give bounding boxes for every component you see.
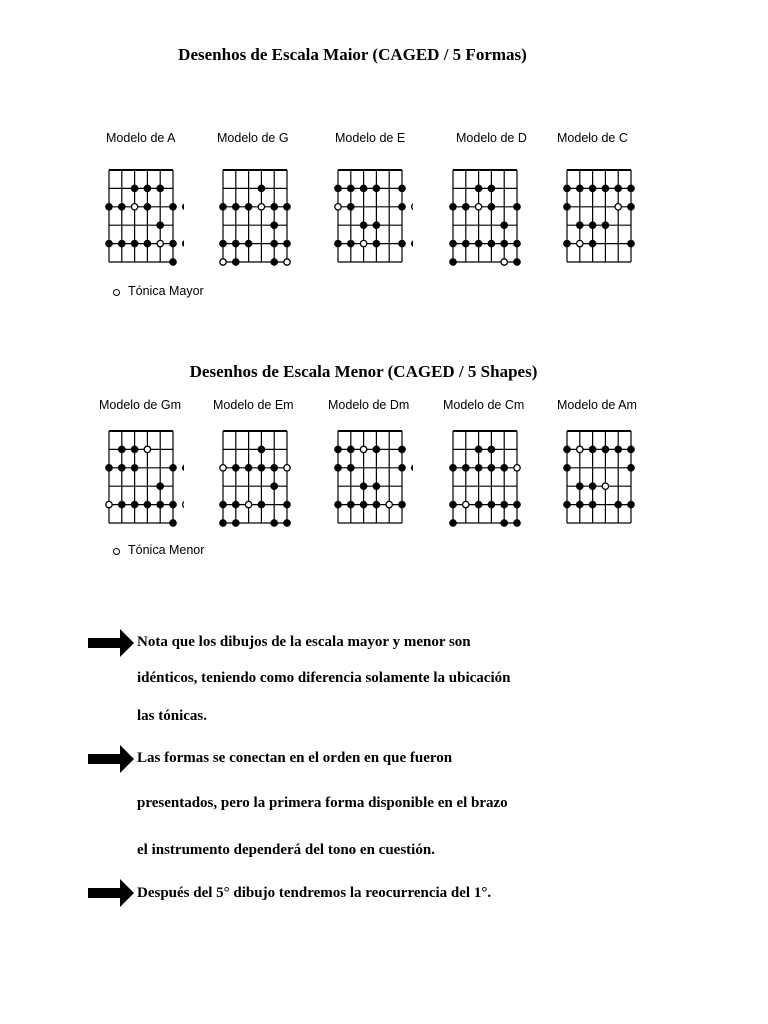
scale-note-dot: [513, 519, 520, 526]
tonic-note-dot: [615, 204, 621, 210]
scale-note-dot: [118, 446, 125, 453]
scale-note-dot: [271, 203, 278, 210]
scale-note-dot: [219, 203, 226, 210]
scale-note-dot: [398, 446, 405, 453]
scale-note-dot: [131, 446, 138, 453]
tonic-note-dot: [463, 501, 469, 507]
scale-note-dot: [360, 501, 367, 508]
scale-note-dot: [334, 185, 341, 192]
tonic-note-dot: [475, 204, 481, 210]
scale-note-dot: [602, 446, 609, 453]
major-scale-title: Desenhos de Escala Maior (CAGED / 5 Formas): [178, 45, 527, 64]
scale-note-dot: [232, 240, 239, 247]
scale-note-dot: [475, 464, 482, 471]
scale-note-dot: [157, 222, 164, 229]
scale-note-dot: [513, 501, 520, 508]
scale-note-dot: [347, 501, 354, 508]
scale-note-dot: [602, 185, 609, 192]
shape-label-cm: Modelo de Cm: [443, 398, 525, 412]
minor-scale-title: Desenhos de Escala Menor (CAGED / 5 Shapes): [189, 362, 538, 381]
scale-note-dot: [271, 464, 278, 471]
tonic-note-dot: [514, 465, 520, 471]
scale-note-dot: [615, 501, 622, 508]
scale-note-dot: [373, 501, 380, 508]
scale-note-dot: [182, 203, 184, 210]
scale-note-dot: [347, 240, 354, 247]
tonic-note-dot: [157, 240, 163, 246]
legend-major-label: Tónica Mayor: [128, 284, 204, 298]
scale-note-dot: [334, 464, 341, 471]
scale-note-dot: [462, 240, 469, 247]
scale-note-dot: [398, 185, 405, 192]
scale-note-dot: [462, 203, 469, 210]
fretboard-diagram-major-g: [218, 166, 298, 266]
scale-note-dot: [589, 222, 596, 229]
scale-note-dot: [449, 519, 456, 526]
scale-note-dot: [347, 464, 354, 471]
scale-note-dot: [347, 203, 354, 210]
scale-note-dot: [347, 185, 354, 192]
tonic-note-dot: [386, 501, 392, 507]
scale-note-dot: [245, 240, 252, 247]
scale-note-dot: [182, 240, 184, 247]
scale-note-dot: [373, 222, 380, 229]
tonic-note-dot: [144, 446, 150, 452]
scale-note-dot: [118, 240, 125, 247]
scale-note-dot: [563, 240, 570, 247]
tonic-note-dot: [220, 259, 226, 265]
scale-note-dot: [360, 483, 367, 490]
scale-note-dot: [411, 240, 413, 247]
scale-note-dot: [589, 501, 596, 508]
scale-note-dot: [144, 240, 151, 247]
scale-note-dot: [627, 203, 634, 210]
scale-note-dot: [283, 203, 290, 210]
scale-note-dot: [118, 501, 125, 508]
scale-note-dot: [576, 501, 583, 508]
scale-note-dot: [462, 464, 469, 471]
scale-note-dot: [475, 446, 482, 453]
scale-note-dot: [411, 464, 413, 471]
scale-note-dot: [576, 222, 583, 229]
scale-note-dot: [576, 483, 583, 490]
scale-note-dot: [144, 185, 151, 192]
tonic-note-dot: [220, 465, 226, 471]
right-arrow-icon: [88, 879, 134, 907]
fretboard-diagram-minor-gm: [104, 427, 184, 527]
scale-note-dot: [627, 501, 634, 508]
scale-note-dot: [131, 240, 138, 247]
fretboard-diagram-minor-cm: [448, 427, 528, 527]
tonic-note-dot: [360, 240, 366, 246]
scale-note-dot: [232, 258, 239, 265]
scale-note-dot: [258, 446, 265, 453]
scale-note-dot: [245, 464, 252, 471]
scale-note-dot: [615, 446, 622, 453]
scale-note-dot: [513, 203, 520, 210]
scale-note-dot: [182, 464, 184, 471]
legend-minor-label: Tónica Menor: [128, 543, 205, 557]
scale-note-dot: [373, 185, 380, 192]
scale-note-dot: [627, 185, 634, 192]
shape-label-e: Modelo de E: [335, 131, 406, 145]
scale-note-dot: [232, 519, 239, 526]
scale-note-dot: [589, 483, 596, 490]
scale-note-dot: [563, 501, 570, 508]
scale-note-dot: [169, 464, 176, 471]
tonic-note-dot: [577, 240, 583, 246]
scale-note-dot: [488, 501, 495, 508]
scale-note-dot: [118, 464, 125, 471]
shape-label-dm: Modelo de Dm: [328, 398, 410, 412]
right-arrow-icon: [88, 745, 134, 773]
scale-note-dot: [360, 222, 367, 229]
scale-note-dot: [360, 185, 367, 192]
scale-note-dot: [627, 446, 634, 453]
shape-label-d: Modelo de D: [456, 131, 527, 145]
scale-note-dot: [449, 203, 456, 210]
note-3-line-1: Después del 5° dibujo tendremos la reocurrencia del 1°.: [137, 885, 492, 901]
scale-note-dot: [219, 519, 226, 526]
shape-label-c: Modelo de C: [557, 131, 628, 145]
open-circle-icon: [113, 289, 120, 296]
note-2-line-1: Las formas se conectan en el orden en que fueron: [137, 750, 453, 766]
scale-note-dot: [157, 501, 164, 508]
scale-note-dot: [157, 483, 164, 490]
scale-note-dot: [398, 240, 405, 247]
scale-note-dot: [105, 203, 112, 210]
scale-note-dot: [589, 240, 596, 247]
scale-note-dot: [169, 240, 176, 247]
scale-note-dot: [232, 501, 239, 508]
scale-note-dot: [398, 501, 405, 508]
note-1-line-3: las tónicas.: [137, 708, 208, 724]
scale-note-dot: [449, 501, 456, 508]
scale-note-dot: [563, 185, 570, 192]
scale-note-dot: [271, 519, 278, 526]
scale-note-dot: [232, 203, 239, 210]
scale-note-dot: [373, 483, 380, 490]
shape-label-em: Modelo de Em: [213, 398, 294, 412]
scale-note-dot: [283, 240, 290, 247]
scale-note-dot: [245, 203, 252, 210]
scale-note-dot: [258, 501, 265, 508]
scale-note-dot: [334, 501, 341, 508]
scale-note-dot: [271, 483, 278, 490]
scale-note-dot: [576, 185, 583, 192]
scale-note-dot: [589, 185, 596, 192]
scale-note-dot: [131, 464, 138, 471]
tonic-note-dot: [335, 204, 341, 210]
tonic-note-dot: [106, 501, 112, 507]
scale-note-dot: [258, 185, 265, 192]
scale-note-dot: [627, 464, 634, 471]
scale-note-dot: [169, 258, 176, 265]
tonic-note-dot: [258, 204, 264, 210]
tonic-note-dot: [245, 501, 251, 507]
scale-note-dot: [513, 258, 520, 265]
tonic-note-dot: [131, 204, 137, 210]
scale-note-dot: [347, 446, 354, 453]
tonic-note-dot: [360, 446, 366, 452]
scale-note-dot: [219, 240, 226, 247]
tonic-note-dot: [284, 465, 290, 471]
scale-note-dot: [488, 203, 495, 210]
scale-note-dot: [105, 240, 112, 247]
scale-note-dot: [449, 240, 456, 247]
scale-note-dot: [563, 203, 570, 210]
scale-note-dot: [169, 519, 176, 526]
scale-note-dot: [283, 519, 290, 526]
note-1-line-1: Nota que los dibujos de la escala mayor y menor son: [137, 634, 471, 650]
scale-note-dot: [488, 185, 495, 192]
scale-note-dot: [501, 519, 508, 526]
scale-note-dot: [131, 501, 138, 508]
tonic-note-dot: [602, 483, 608, 489]
scale-note-dot: [271, 222, 278, 229]
note-1-line-2: idénticos, teniendo como diferencia solamente la ubicación: [137, 670, 511, 686]
scale-note-dot: [232, 464, 239, 471]
scale-note-dot: [258, 464, 265, 471]
right-arrow-icon: [88, 629, 134, 657]
shape-label-a: Modelo de A: [106, 131, 176, 145]
scale-note-dot: [501, 222, 508, 229]
scale-note-dot: [627, 240, 634, 247]
scale-note-dot: [144, 203, 151, 210]
scale-note-dot: [602, 222, 609, 229]
scale-note-dot: [513, 240, 520, 247]
scale-note-dot: [449, 464, 456, 471]
shape-label-g: Modelo de G: [217, 131, 289, 145]
scale-note-dot: [488, 464, 495, 471]
tonic-note-dot: [183, 501, 184, 507]
scale-note-dot: [475, 501, 482, 508]
fretboard-diagram-major-d: [448, 166, 528, 266]
scale-note-dot: [501, 240, 508, 247]
tonic-note-dot: [412, 204, 413, 210]
scale-note-dot: [501, 501, 508, 508]
scale-note-dot: [157, 185, 164, 192]
scale-note-dot: [488, 446, 495, 453]
scale-note-dot: [563, 464, 570, 471]
scale-note-dot: [373, 446, 380, 453]
scale-note-dot: [475, 240, 482, 247]
scale-note-dot: [334, 446, 341, 453]
scale-note-dot: [169, 501, 176, 508]
scale-note-dot: [501, 464, 508, 471]
scale-note-dot: [398, 203, 405, 210]
scale-note-dot: [283, 501, 290, 508]
note-2-line-3: el instrumento dependerá del tono en cuestión.: [137, 842, 435, 858]
legend-major-tonic: [113, 284, 204, 298]
scale-note-dot: [373, 240, 380, 247]
fretboard-diagram-minor-dm: [333, 427, 413, 527]
scale-note-dot: [398, 464, 405, 471]
tonic-note-dot: [501, 259, 507, 265]
fretboard-diagram-major-a: [104, 166, 184, 266]
scale-note-dot: [563, 446, 570, 453]
scale-note-dot: [488, 240, 495, 247]
shape-label-gm: Modelo de Gm: [99, 398, 181, 412]
scale-note-dot: [271, 240, 278, 247]
scale-note-dot: [475, 185, 482, 192]
fretboard-diagram-minor-em: [218, 427, 298, 527]
scale-note-dot: [271, 258, 278, 265]
tonic-note-dot: [284, 259, 290, 265]
scale-note-dot: [169, 203, 176, 210]
scale-note-dot: [219, 501, 226, 508]
scale-note-dot: [589, 446, 596, 453]
scale-note-dot: [144, 501, 151, 508]
scale-note-dot: [449, 258, 456, 265]
fretboard-diagram-minor-am: [562, 427, 642, 527]
open-circle-icon: [113, 548, 120, 555]
fretboard-diagram-major-e: [333, 166, 413, 266]
tonic-note-dot: [577, 446, 583, 452]
scale-note-dot: [615, 185, 622, 192]
legend-minor-tonic: [113, 543, 204, 557]
note-2-line-2: presentados, pero la primera forma disponible en el brazo: [137, 795, 508, 811]
scale-note-dot: [334, 240, 341, 247]
fretboard-diagram-major-c: [562, 166, 642, 266]
scale-note-dot: [105, 464, 112, 471]
scale-note-dot: [131, 185, 138, 192]
scale-note-dot: [118, 203, 125, 210]
shape-label-am: Modelo de Am: [557, 398, 637, 412]
